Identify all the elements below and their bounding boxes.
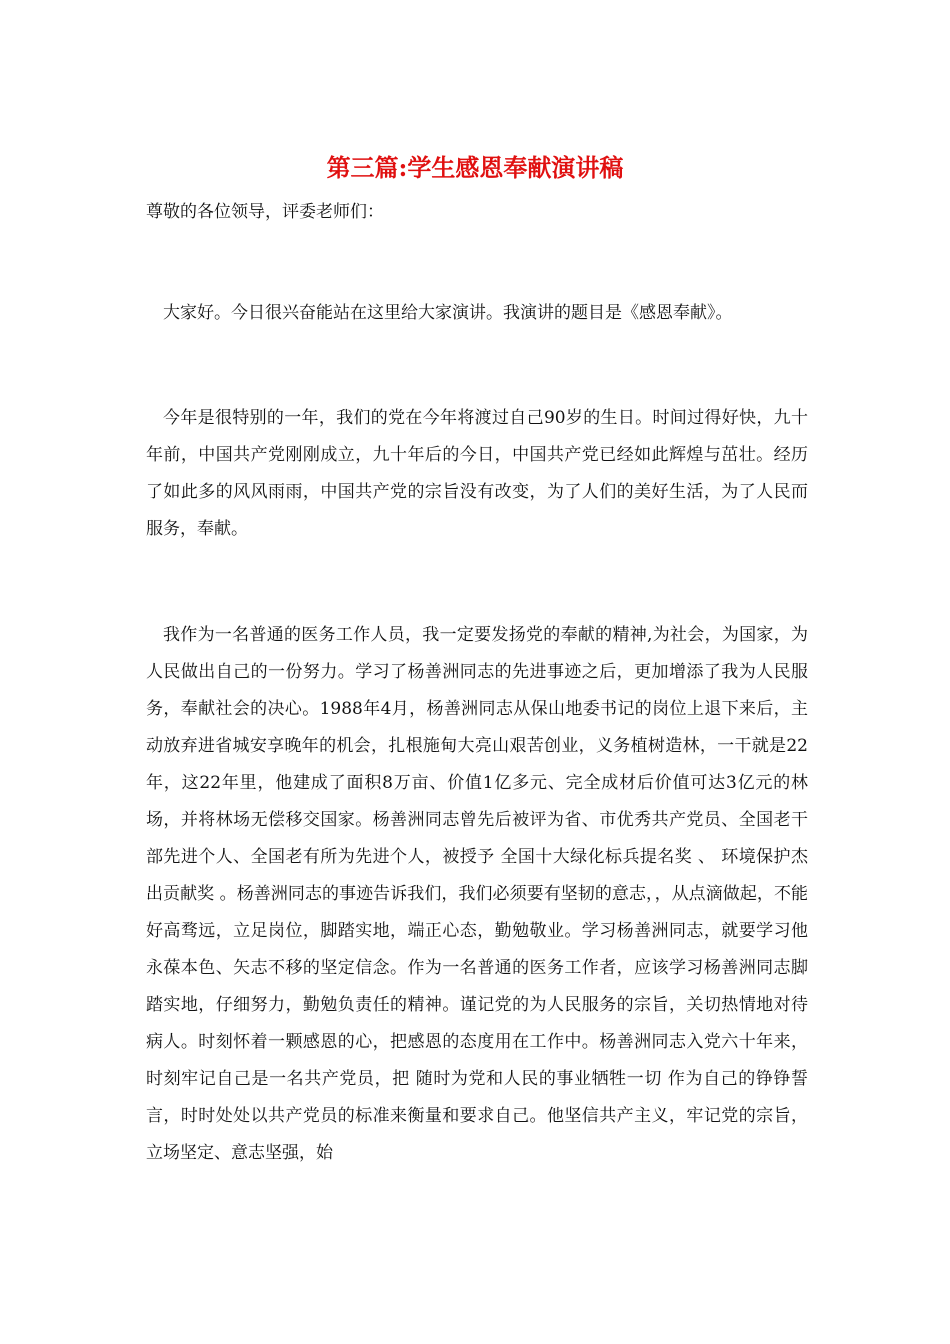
document-title: 第三篇:学生感恩奉献演讲稿 xyxy=(326,153,624,182)
paragraph-greeting: 大家好。今日很兴奋能站在这里给大家演讲。我演讲的题目是《感恩奉献》。 xyxy=(163,303,733,323)
paragraph-yang-shanzhou: 我作为一名普通的医务工作人员，我一定要发扬党的奉献的精神,为社会，为国家，为人民做出自己的一份努力。学习了杨善洲同志的先进事迹之后，更加增添了我为人民服务，奉献社会的决心。1988年4月，杨善洲同志从保山地委书记的岗位上退下来后，主动放弃进省城安享晚年的机会，扎根施甸大亮山艰苦创业，义务植树造林，一干就是22年，这22年里，他建成了面积8万亩、价值1亿多元、完全成材后价值可达3亿元的林场，并将林场无偿移交国家。杨善洲同志曾先后被评为省、市优秀共产党员、全国老干部先进个人、全国老有所为先进个人，被授予 全国十大绿化标兵提名奖 、 环境保护杰出贡献奖 。杨善洲同志的事迹告诉我们，我们必须要有坚韧的意志，，从点滴做起，不能好高骛远，立足岗位，脚踏实地，端正心态，勤勉敬业。学习杨善洲同志，就要学习他永葆本色、矢志不移的坚定信念。作为一名普通的医务工作者，应该学习杨善洲同志脚踏实地，仔细努力，勤勉负责任的精神。谨记党的为人民服务的宗旨，关切热情地对待病人。时刻怀着一颗感恩的心，把感恩的态度用在工作中。杨善洲同志入党六十年来，时刻牢记自己是一名共产党员，把 随时为党和人民的事业牺牲一切 作为自己的铮铮誓言，时时处处以共产党员的标准来衡量和要求自己。他坚信共产主义，牢记党的宗旨，立场坚定、意志坚强，始 xyxy=(146,625,808,1163)
salutation: 尊敬的各位领导，评委老师们： xyxy=(146,202,384,222)
paragraph-party-anniversary: 今年是很特别的一年，我们的党在今年将渡过自己90岁的生日。时间过得好快，九十年前，中国共产党刚刚成立，九十年后的今日，中国共产党已经如此辉煌与茁壮。经历了如此多的风风雨雨，中国共产党的宗旨没有改变，为了人们的美好生活，为了人民而服务，奉献。 xyxy=(146,408,808,539)
